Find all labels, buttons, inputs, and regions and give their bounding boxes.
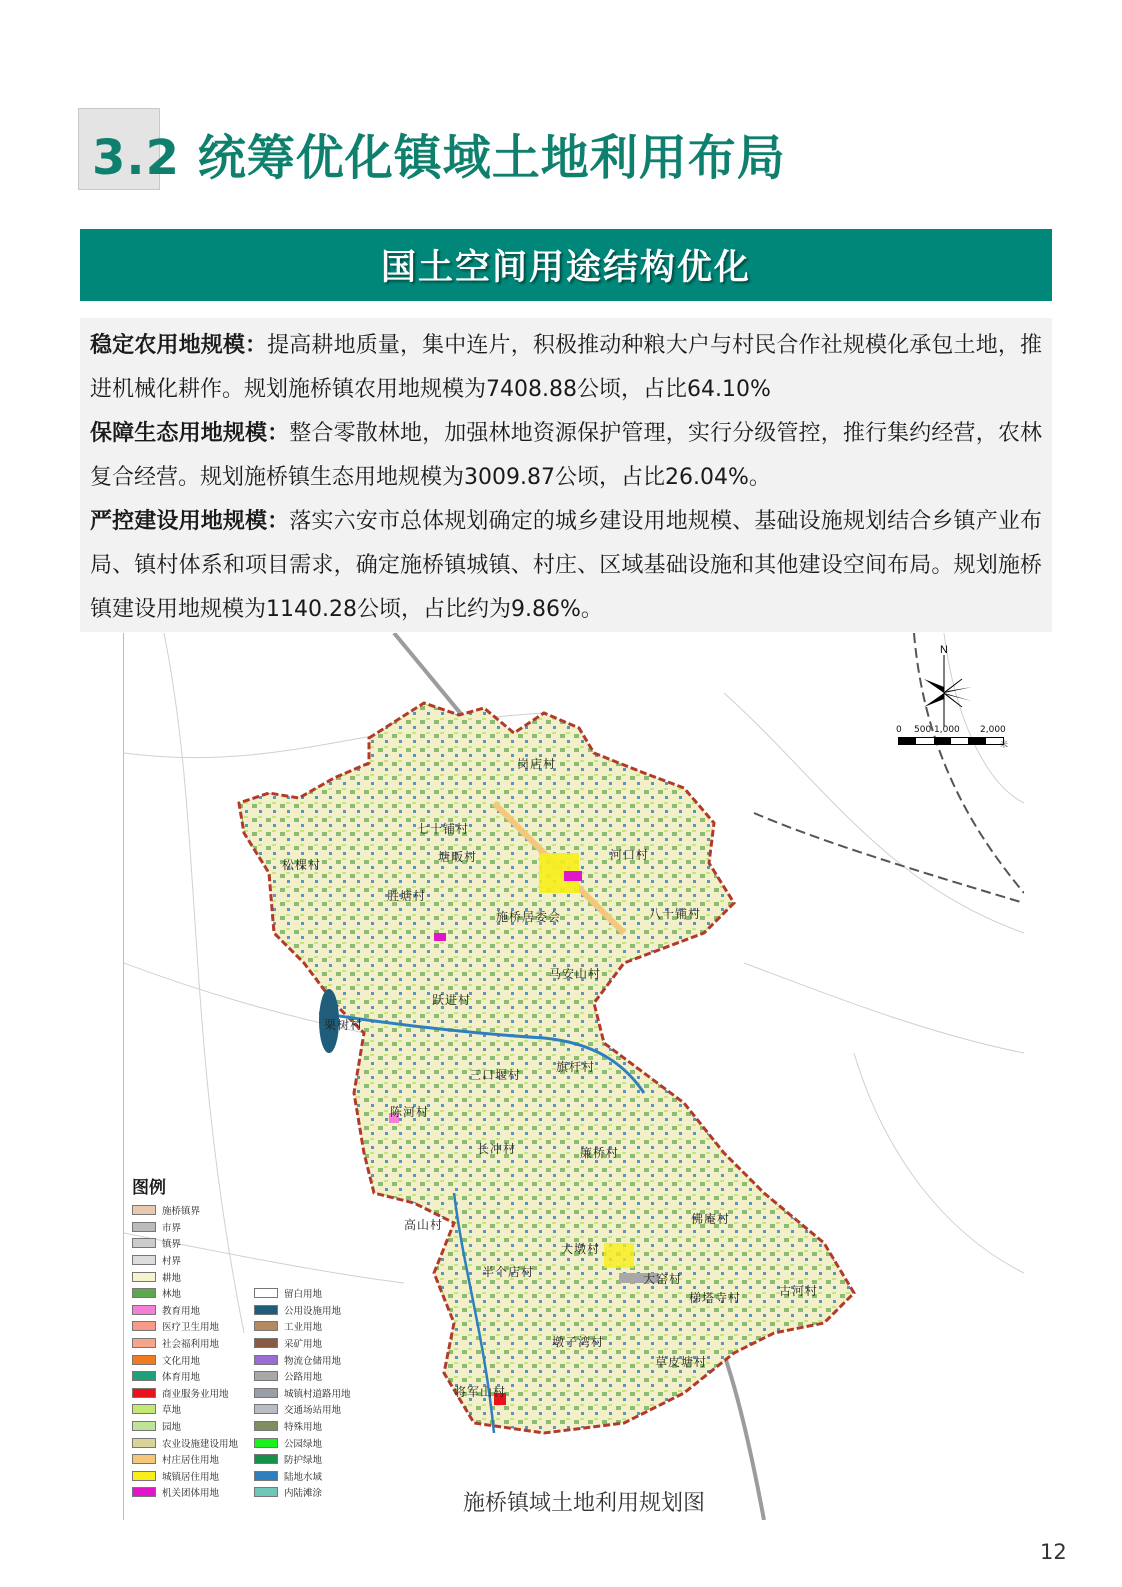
legend-item bbox=[132, 1434, 250, 1451]
village-label: 半个店村 bbox=[482, 1265, 535, 1279]
village-label: 高山村 bbox=[404, 1218, 444, 1232]
village-label: 七十铺村 bbox=[417, 822, 470, 836]
legend-label: 工业用地 bbox=[284, 1322, 323, 1334]
paragraph-construction bbox=[90, 500, 1042, 632]
legend-label: 耕地 bbox=[162, 1272, 182, 1284]
scale-label: 2,000 bbox=[980, 725, 1006, 735]
legend-swatch bbox=[254, 1288, 278, 1298]
village-label: 廉桥村 bbox=[580, 1146, 620, 1160]
paragraph-heading: 稳定农用地规模： bbox=[90, 333, 268, 358]
north-label: N bbox=[940, 644, 948, 656]
paragraph-heading: 严控建设用地规模： bbox=[90, 509, 290, 534]
legend-item bbox=[254, 1302, 372, 1319]
village-label: 胜塘村 bbox=[387, 889, 427, 903]
legend-item bbox=[132, 1401, 250, 1418]
legend-label: 草地 bbox=[162, 1405, 182, 1417]
legend-item bbox=[254, 1468, 372, 1485]
village-label: 河口村 bbox=[610, 848, 650, 862]
legend-item bbox=[132, 1335, 250, 1352]
paragraph-ecological bbox=[90, 412, 1042, 500]
legend-item bbox=[132, 1235, 250, 1252]
legend-column-right bbox=[254, 1202, 372, 1501]
legend-label: 镇界 bbox=[162, 1239, 182, 1251]
legend-item bbox=[132, 1219, 250, 1236]
village-label: 草皮塘村 bbox=[655, 1355, 708, 1369]
village-office bbox=[434, 933, 446, 941]
scale-label: 0 bbox=[896, 725, 902, 735]
legend-swatch bbox=[132, 1371, 156, 1381]
village-label: 佛庵村 bbox=[691, 1212, 731, 1226]
legend-swatch bbox=[254, 1404, 278, 1414]
banner-title: 国土空间用途结构优化 bbox=[380, 248, 751, 288]
map-legend bbox=[132, 1173, 372, 1501]
village-label: 八十铺村 bbox=[649, 907, 702, 921]
village-label: 塘畈村 bbox=[438, 850, 478, 864]
legend-swatch bbox=[132, 1321, 156, 1331]
legend-item bbox=[254, 1285, 372, 1302]
section-title-text: 统筹优化镇域土地利用布局 bbox=[197, 130, 786, 186]
legend-title: 图例 bbox=[132, 1178, 166, 1198]
legend-swatch bbox=[254, 1371, 278, 1381]
legend-spacer bbox=[254, 1252, 372, 1269]
legend-label: 城镇居住用地 bbox=[162, 1471, 220, 1483]
legend-swatch bbox=[132, 1222, 156, 1232]
legend-label: 商业服务业用地 bbox=[162, 1388, 229, 1400]
legend-swatch bbox=[254, 1454, 278, 1464]
legend-label: 公园绿地 bbox=[284, 1438, 323, 1450]
legend-label: 医疗卫生用地 bbox=[162, 1322, 220, 1334]
legend-swatch bbox=[254, 1421, 278, 1431]
village-label: 大墩村 bbox=[561, 1242, 601, 1256]
legend-label: 公用设施用地 bbox=[284, 1305, 342, 1317]
legend-label: 防护绿地 bbox=[284, 1455, 323, 1467]
paragraph-body: 整合零散林地，加强林地资源保护管理，实行分级管控，推行集约经营，农林复合经营。规划施桥镇生态用地规模为3009.87公顷，占比26.04%。 bbox=[90, 421, 1042, 490]
legend-label: 村庄居住用地 bbox=[162, 1455, 220, 1467]
legend-spacer bbox=[254, 1202, 372, 1219]
legend-swatch bbox=[132, 1305, 156, 1315]
legend-item bbox=[254, 1418, 372, 1435]
legend-item bbox=[132, 1302, 250, 1319]
legend-item bbox=[132, 1368, 250, 1385]
legend-item bbox=[132, 1451, 250, 1468]
section-number: 3.2 bbox=[92, 130, 181, 186]
legend-swatch bbox=[132, 1421, 156, 1431]
legend-swatch bbox=[132, 1255, 156, 1265]
summary-textbox bbox=[80, 318, 1052, 632]
map-caption: 施桥镇域土地利用规划图 bbox=[462, 1491, 705, 1516]
legend-item bbox=[132, 1202, 250, 1219]
legend-spacer bbox=[254, 1235, 372, 1252]
legend-item bbox=[254, 1434, 372, 1451]
legend-swatch bbox=[132, 1288, 156, 1298]
village-label: 跃进村 bbox=[432, 993, 472, 1007]
legend-label: 园地 bbox=[162, 1422, 182, 1434]
legend-item bbox=[132, 1385, 250, 1402]
village-label: 三口堰村 bbox=[469, 1068, 522, 1082]
legend-item bbox=[132, 1285, 250, 1302]
legend-item bbox=[254, 1401, 372, 1418]
village-label: 将军山村 bbox=[454, 1385, 507, 1399]
legend-swatch bbox=[132, 1438, 156, 1448]
legend-item bbox=[132, 1252, 250, 1269]
village-label: 岗店村 bbox=[517, 757, 557, 771]
legend-swatch bbox=[132, 1404, 156, 1414]
legend-swatch bbox=[254, 1338, 278, 1348]
public-building bbox=[564, 871, 582, 881]
scale-label: 1,000 bbox=[934, 725, 960, 735]
legend-item bbox=[254, 1385, 372, 1402]
legend-swatch bbox=[132, 1355, 156, 1365]
legend-swatch bbox=[132, 1238, 156, 1248]
land-use-map bbox=[123, 633, 1024, 1520]
legend-label: 机关团体用地 bbox=[162, 1488, 220, 1500]
legend-item bbox=[132, 1351, 250, 1368]
legend-label: 留白用地 bbox=[284, 1289, 323, 1301]
legend-label: 内陆滩涂 bbox=[284, 1488, 323, 1500]
paragraph-body: 落实六安市总体规划确定的城乡建设用地规模、基础设施规划结合乡镇产业布局、镇村体系和项目需求，确定施桥镇城镇、村庄、区域基础设施和其他建设空间布局。规划施桥镇建设用地规模为1140.28公顷，占比约为9.86%。 bbox=[90, 509, 1042, 622]
compass-icon bbox=[914, 641, 984, 731]
legend-column-left bbox=[132, 1202, 250, 1501]
village-label: 大窑村 bbox=[643, 1272, 683, 1286]
legend-label: 物流仓储用地 bbox=[284, 1355, 342, 1367]
legend-label: 教育用地 bbox=[162, 1305, 201, 1317]
legend-swatch bbox=[254, 1471, 278, 1481]
section-title bbox=[92, 132, 786, 185]
paragraph-heading: 保障生态用地规模： bbox=[90, 421, 290, 446]
legend-item bbox=[254, 1335, 372, 1352]
legend-label: 陆地水域 bbox=[284, 1471, 323, 1483]
legend-label: 农业设施建设用地 bbox=[162, 1438, 239, 1450]
village-label: 松棵村 bbox=[282, 858, 322, 872]
section-banner bbox=[80, 229, 1052, 301]
page-number: 12 bbox=[1040, 1540, 1067, 1564]
village-label: 长冲村 bbox=[477, 1142, 517, 1156]
legend-label: 村界 bbox=[162, 1256, 182, 1268]
legend-item bbox=[132, 1318, 250, 1335]
legend-label: 特殊用地 bbox=[284, 1422, 323, 1434]
legend-label: 公路用地 bbox=[284, 1372, 323, 1384]
legend-spacer bbox=[254, 1268, 372, 1285]
village-label: 旗杆村 bbox=[556, 1060, 596, 1074]
legend-label: 文化用地 bbox=[162, 1355, 201, 1367]
north-arrow bbox=[914, 641, 984, 731]
village-label: 古河村 bbox=[779, 1284, 819, 1298]
village-center-dayao bbox=[604, 1243, 634, 1268]
city-boundary bbox=[754, 813, 1024, 903]
legend-spacer bbox=[254, 1219, 372, 1236]
legend-swatch bbox=[254, 1305, 278, 1315]
legend-label: 施桥镇界 bbox=[162, 1206, 201, 1218]
legend-swatch bbox=[132, 1205, 156, 1215]
village-label: 墩子湾村 bbox=[552, 1335, 605, 1349]
legend-item bbox=[254, 1451, 372, 1468]
legend-swatch bbox=[132, 1388, 156, 1398]
legend-swatch bbox=[132, 1338, 156, 1348]
scale-unit: 米 bbox=[1000, 740, 1008, 749]
legend-swatch bbox=[254, 1355, 278, 1365]
scale-labels bbox=[896, 725, 1016, 737]
paragraph-body: 提高耕地质量，集中连片，积极推动种粮大户与村民合作社规模化承包土地，推进机械化耕作。规划施桥镇农用地规模为7408.88公顷，占比64.10% bbox=[90, 333, 1042, 402]
scale-segments bbox=[898, 737, 1004, 745]
legend-swatch bbox=[132, 1471, 156, 1481]
village-label: 梯塔寺村 bbox=[689, 1291, 742, 1305]
legend-item bbox=[132, 1418, 250, 1435]
scale-label: 500 bbox=[914, 725, 932, 735]
legend-label: 体育用地 bbox=[162, 1372, 201, 1384]
legend-label: 采矿用地 bbox=[284, 1339, 323, 1351]
village-label: 施桥居委会 bbox=[496, 910, 562, 924]
village-label: 马安山村 bbox=[549, 967, 602, 981]
paragraph-agricultural bbox=[90, 324, 1042, 412]
legend-swatch bbox=[254, 1388, 278, 1398]
legend-item bbox=[254, 1318, 372, 1335]
legend-swatch bbox=[132, 1272, 156, 1282]
village-label: 栗树村 bbox=[324, 1018, 364, 1032]
legend-item bbox=[254, 1368, 372, 1385]
legend-grid bbox=[132, 1202, 372, 1501]
legend-swatch bbox=[132, 1454, 156, 1464]
legend-label: 市界 bbox=[162, 1222, 182, 1234]
legend-item bbox=[254, 1351, 372, 1368]
scale-bar bbox=[896, 725, 1016, 755]
legend-item bbox=[132, 1268, 250, 1285]
legend-item bbox=[132, 1468, 250, 1485]
legend-label: 城镇村道路用地 bbox=[284, 1388, 351, 1400]
legend-swatch bbox=[254, 1321, 278, 1331]
legend-swatch bbox=[254, 1438, 278, 1448]
legend-label: 交通场站用地 bbox=[284, 1405, 342, 1417]
village-label: 陈河村 bbox=[390, 1105, 430, 1119]
legend-label: 社会福利用地 bbox=[162, 1339, 220, 1351]
legend-label: 林地 bbox=[162, 1289, 182, 1301]
